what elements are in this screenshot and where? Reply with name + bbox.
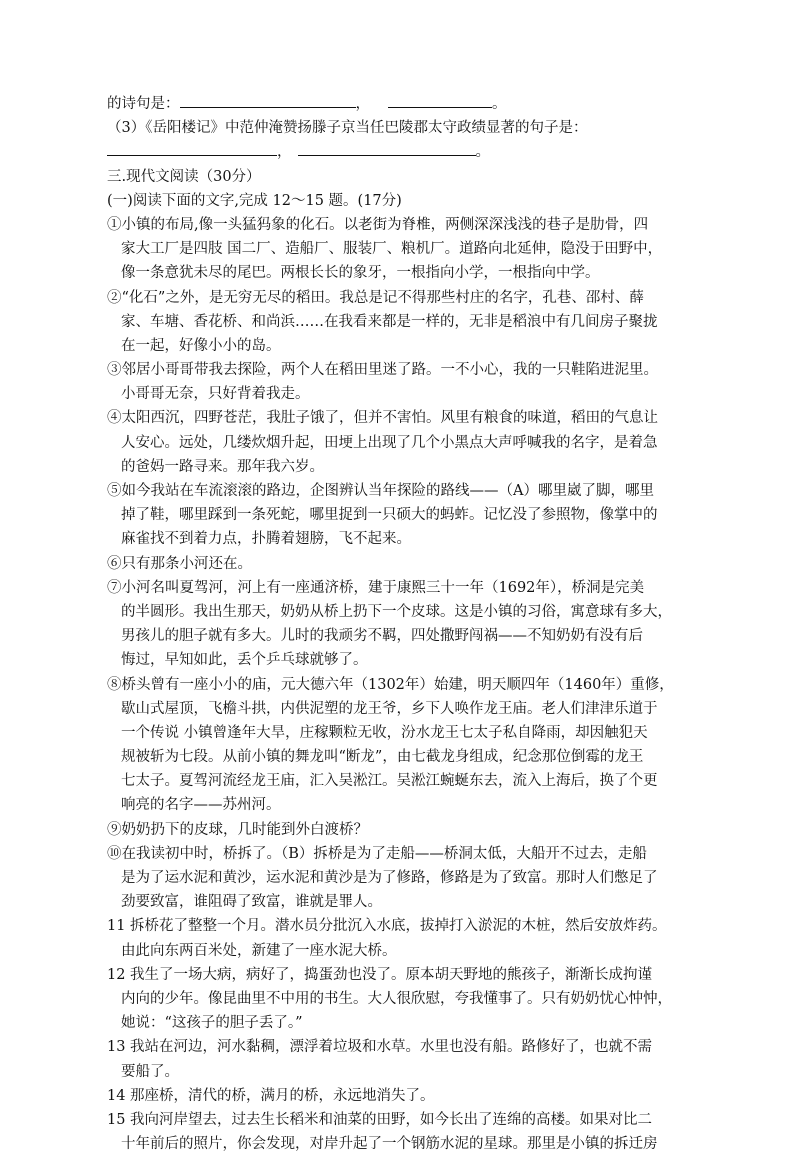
paragraph-line: 响亮的名字——苏州河。	[121, 797, 281, 814]
line3-end: 。	[475, 144, 490, 161]
paragraph-line: ⑥只有那条小河还在。	[107, 555, 252, 572]
passage-paragraph	[107, 1084, 713, 1108]
paragraph-line: 歇山式屋顶，飞檐斗拱，内供泥塑的龙王爷，乡下人唤作龙王庙。老人们津津乐道于	[121, 700, 658, 717]
paragraph-line: ①小镇的布局,像一头猛犸象的化石。以老街为脊椎，两侧深深浅浅的巷子是肋骨，四	[107, 216, 649, 233]
reading-passage	[107, 213, 713, 1156]
answer-blank-1[interactable]	[180, 93, 356, 108]
passage-paragraph	[107, 552, 713, 576]
paragraph-line: 劲要致富，谁阻碍了致富，谁就是罪人。	[121, 894, 382, 911]
paragraph-line: 11 拆桥花了整整一个月。潜水员分批沉入水底，拔掉打入淤泥的木桩，然后安放炸药。	[107, 918, 667, 935]
answer-blank-4[interactable]	[298, 141, 476, 156]
paragraph-line: 家、车塘、香花桥、和尚浜……在我看来都是一样的，无非是稻浪中有几间房子聚拢	[121, 313, 658, 330]
paragraph-line: ⑤如今我站在车流滚滚的路边，企图辨认当年探险的路线——（A）哪里崴了脚，哪里	[107, 483, 654, 499]
paragraph-line: ③邻居小哥哥带我去探险，两个人在稻田里迷了路。一不小心，我的一只鞋陷进泥里。	[107, 362, 658, 379]
paragraph-line: 七太子。夏驾河流经龙王庙，汇入吴淞江。吴淞江蜿蜒东去，流入上海后，换了个更	[121, 773, 658, 790]
passage-paragraph	[107, 1108, 713, 1156]
line1-separator: ，	[355, 96, 370, 112]
paragraph-line: ⑧桥头曾有一座小小的庙，元大德六年（1302年）始建，明天顺四年（1460年）重修，	[107, 676, 674, 693]
paragraph-line: 是为了运水泥和黄沙，运水泥和黄沙是为了修路，修路是为了致富。那时人们憋足了	[121, 870, 658, 886]
paragraph-line: 她说：“这孩子的胆子丢了。”	[121, 1015, 303, 1032]
passage-paragraph	[107, 576, 713, 673]
passage-paragraph	[107, 914, 713, 962]
line1-end: 。	[492, 96, 507, 112]
line1-prefix: 的诗句是：	[107, 96, 180, 112]
subsection-title: (一)阅读下面的文字,完成 12～15 题。(17分)	[107, 192, 402, 209]
paragraph-line: 悔过，早知如此，丢个乒乓球就够了。	[121, 652, 368, 669]
passage-paragraph	[107, 818, 713, 842]
section-title: 三.现代文阅读（30分）	[107, 168, 261, 185]
paragraph-line: 男孩儿的胆子就有多大。儿时的我顽劣不羁，四处撒野闯祸——不知奶奶有没有后	[121, 628, 643, 645]
paragraph-line: 一个传说 小镇曾逢年大旱，庄稼颗粒无收，汾水龙王七太子私自降雨，却因触犯天	[121, 724, 648, 741]
paragraph-line: ⑨奶奶扔下的皮球，几时能到外白渡桥？	[107, 821, 368, 838]
paragraph-line: 家大工厂是四肢 国二厂、造船厂、服装厂、粮机厂。道路向北延伸，隐没于田野中，	[121, 241, 663, 258]
paragraph-line: 由此向东两百米处，新建了一座水泥大桥。	[121, 942, 397, 959]
passage-paragraph	[107, 358, 713, 406]
passage-paragraph	[107, 963, 713, 1036]
paragraph-line: ⑦小河名叫夏驾河，河上有一座通济桥，建于康熙三十一年（1692年），桥洞是完美	[107, 579, 645, 596]
paragraph-line: ④太阳西沉，四野苍茫，我肚子饿了，但并不害怕。风里有粮食的味道，稻田的气息让	[107, 410, 658, 427]
answer-blank-2[interactable]	[388, 93, 492, 108]
paragraph-line: 内向的少年。像昆曲里不中用的书生。大人很欣慰，夸我懂事了。只有奶奶忧心忡忡，	[121, 990, 672, 1007]
paragraph-line: 在一起，好像小小的岛。	[121, 337, 281, 354]
passage-paragraph	[107, 286, 713, 359]
paragraph-line: ⑩在我读初中时，桥拆了。（B）拆桥是为了走船——桥洞太低，大船开不过去，走船	[107, 845, 647, 862]
line3-separator: ，	[277, 144, 292, 161]
passage-paragraph	[107, 1035, 713, 1083]
passage-paragraph	[107, 479, 713, 552]
passage-paragraph	[107, 673, 713, 818]
paragraph-line: 人安心。远处，几缕炊烟升起，田埂上出现了几个小黑点大声呼喊我的名字，是着急	[121, 434, 658, 451]
passage-paragraph	[107, 406, 713, 479]
paragraph-line: 15 我向河岸望去，过去生长稻米和油菜的田野，如今长出了连绵的高楼。如果对比二	[107, 1111, 653, 1128]
paragraph-line: 13 我站在河边，河水黏稠，漂浮着垃圾和水草。水里也没有船。路修好了，也就不需	[107, 1039, 653, 1056]
paragraph-line: 的半圆形。我出生那天，奶奶从桥上扔下一个皮球。这是小镇的习俗，寓意球有多大，	[121, 603, 672, 620]
paragraph-line: ②“化石”之外，是无穷无尽的稻田。我总是记不得那些村庄的名字，孔巷、邵村、薛	[107, 289, 644, 306]
paragraph-line: 14 那座桥，清代的桥，满月的桥，永远地消失了。	[107, 1087, 435, 1104]
passage-paragraph	[107, 213, 713, 286]
paragraph-line: 十年前后的照片，你会发现，对岸升起了一个钢筋水泥的星球。那里是小镇的拆迁房	[121, 1136, 658, 1153]
passage-paragraph	[107, 842, 713, 915]
paragraph-line: 像一条意犹未尽的尾巴。两根长长的象牙，一根指向小学，一根指向中学。	[121, 265, 600, 282]
paragraph-line: 的爸妈一路寻来。那年我六岁。	[121, 458, 324, 475]
paragraph-line: 掉了鞋，哪里踩到一条死蛇，哪里捉到一只硕大的蚂蚱。记忆没了参照物，像掌中的	[121, 507, 658, 524]
header-line-1	[107, 92, 713, 116]
paragraph-line: 要船了。	[121, 1063, 179, 1080]
header-line-2	[107, 116, 713, 140]
header-line-3	[107, 140, 713, 164]
answer-blank-3[interactable]	[107, 141, 277, 156]
document-page	[107, 92, 713, 1156]
paragraph-line: 麻雀找不到着力点，扑腾着翅膀，飞不起来。	[121, 531, 411, 548]
paragraph-line: 规被斩为七段。从前小镇的舞龙叫“断龙”，由七截龙身组成，纪念那位倒霉的龙王	[121, 749, 644, 766]
paragraph-line: 小哥哥无奈，只好背着我走。	[121, 386, 310, 403]
paragraph-line: 12 我生了一场大病，病好了，捣蛋劲也没了。原本胡天野地的熊孩子，渐渐长成拘谨	[107, 966, 653, 983]
question-3-text: （3）《岳阳楼记》中范仲淹赞扬滕子京当任巴陵郡太守政绩显著的句子是：	[107, 120, 588, 137]
